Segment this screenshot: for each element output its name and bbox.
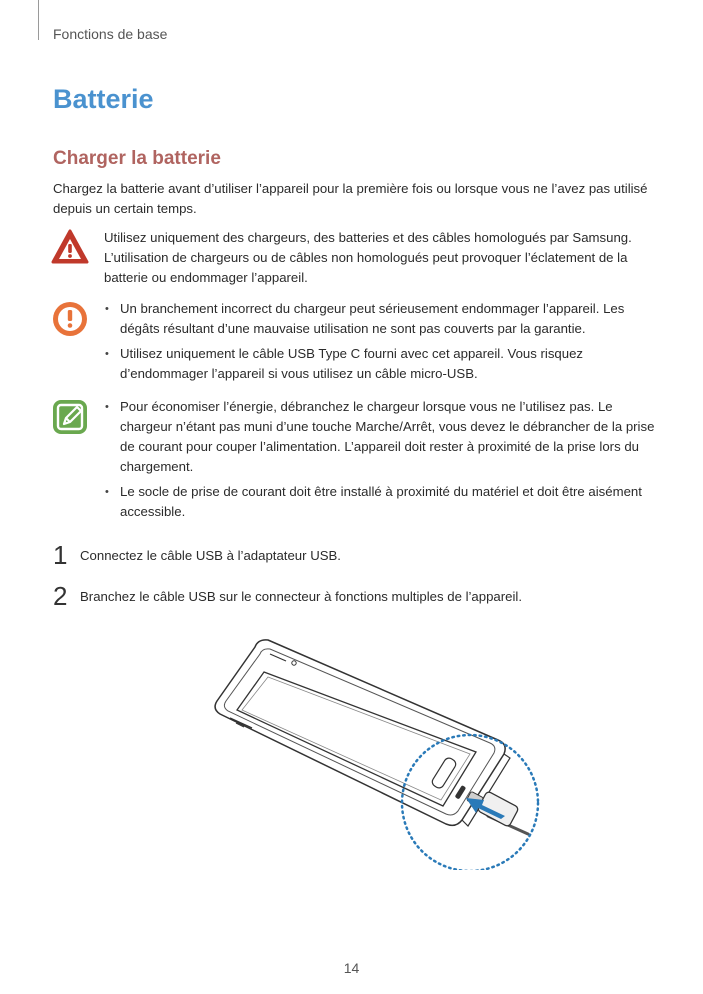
warning-notice (50, 228, 660, 292)
step-1 (53, 540, 673, 576)
header-rule (38, 0, 39, 40)
section-title: Charger la batterie (53, 148, 221, 169)
running-head: Fonctions de base (53, 26, 168, 42)
step-text: Connectez le câble USB à l’adaptateur USB. (80, 548, 341, 563)
step-number: 1 (53, 540, 68, 570)
warning-triangle-icon (50, 228, 90, 268)
step-number: 2 (53, 581, 68, 611)
list-item: • Un branchement incorrect du chargeur peut sérieusement endommager l’appareil. Les dégâts résultant d’une mauvaise utilisation ne sont pas couverts par la garantie. (104, 299, 656, 339)
caution-list (104, 299, 656, 389)
list-item: • Le socle de prise de courant doit être installé à proximité du matériel et doit être aisément accessible. (104, 482, 656, 522)
note-list (104, 397, 656, 527)
warning-text: Utilisez uniquement des chargeurs, des batteries et des câbles homologués par Samsung. L’utilisation de chargeurs ou de câbles non homologués peut provoquer l’éclatement de la batterie ou endommager l’appareil. (104, 230, 632, 285)
caution-notice (50, 299, 660, 389)
list-item: • Pour économiser l’énergie, débranchez le chargeur lorsque vous ne l’utilisez pas. Le chargeur n’étant pas muni d’une touche Marche/Arrêt, vous devez le débrancher de la prise de courant pour couper l’alimentation. L’appareil doit rester à proximité de la prise lors du chargement. (104, 397, 656, 477)
step-2 (53, 581, 673, 617)
step-text: Branchez le câble USB sur le connecteur à fonctions multiples de l’appareil. (80, 589, 523, 604)
intro-paragraph: Chargez la batterie avant d’utiliser l’appareil pour la première fois ou lorsque vous ne l’avez pas utilisé depuis un certain temps. (53, 181, 648, 216)
note-notice (50, 397, 660, 523)
note-pencil-icon (50, 397, 90, 437)
list-item: • Utilisez uniquement le câble USB Type C fourni avec cet appareil. Vous risquez d’endommager l’appareil si vous utilisez un câble micro-USB. (104, 344, 656, 384)
tablet-device (215, 640, 510, 826)
page-title: Batterie (53, 84, 154, 114)
charging-illustration (200, 630, 560, 870)
page-number: 14 (343, 960, 360, 976)
caution-exclamation-icon (50, 299, 90, 339)
